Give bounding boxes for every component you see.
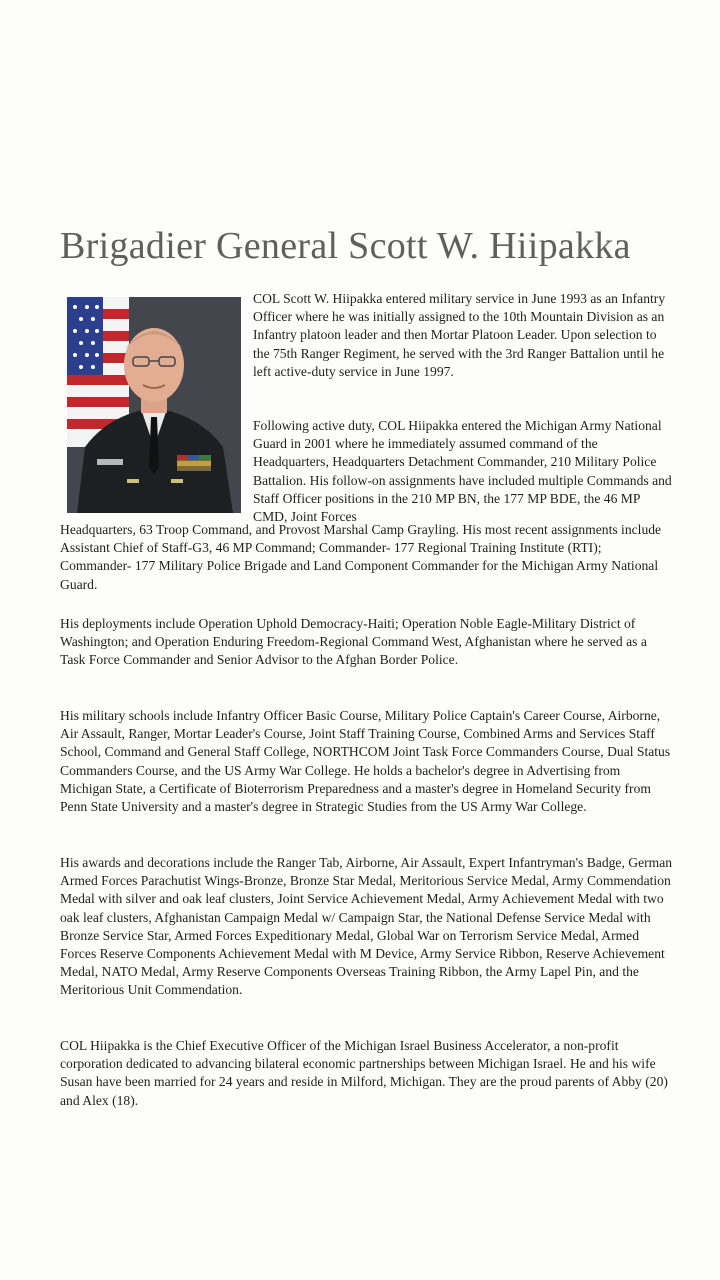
civilian-paragraph: COL Hiipakka is the Chief Executive Officer of the Michigan Israel Business Accelerator, a non-profit corporation dedicated to advancing bilateral economic partnerships between Michigan Israel. He and his wife Susan have been married for 24 years and reside in Milford, Michigan. They are the proud parents of Abby (20) and Alex (18). xyxy=(60,1038,668,1108)
awards-paragraph: His awards and decorations include the Ranger Tab, Airborne, Air Assault, Expert Infantryman's Badge, German Armed Forces Parachutist Wings-Bronze, Bronze Star Medal, Meritorious Service Medal, Army Commendation Medal with silver and oak leaf clusters, Joint Service Achievement Medal, Army Achievement Medal with two oak leaf clusters, Afghanistan Campaign Medal w/ Campaign Star, the National Defense Service Medal with Bronze Service Star, Armed Forces Expeditionary Medal, Global War on Terrorism Service Medal, Armed Forces Reserve Components Achievement Medal with M Device, Army Service Ribbon, Reserve Achievement Medal, NATO Medal, Army Reserve Components Overseas Training Ribbon, the Army Lapel Pin, and the Meritorious Unit Commendation. xyxy=(60,855,673,998)
career-paragraph-wrapped: Following active duty, COL Hiipakka entered the Michigan Army National Guard in 2001 where he immediately assumed command of the Headquarters, Headquarters Detachment Commander, 210 Military Police Battalion. His follow-on assignments have included multiple Commands and Staff Officer positions in the 210 MP BN, the 177 MP BDE, the 46 MP CMD, Joint Forces xyxy=(253,418,672,525)
page-title: Brigadier General Scott W. Hiipakka xyxy=(60,225,631,267)
portrait-photo xyxy=(67,297,241,513)
career-paragraph-continued: Headquarters, 63 Troop Command, and Provost Marshal Camp Grayling. His most recent assignments include Assistant Chief of Staff-G3, 46 MP Command; Commander- 177 Regional Training Institute (RTI); Commander- 177 Military Police Brigade and Land Component Commander for the Michigan Army National Guard. xyxy=(60,522,662,592)
schools-paragraph: His military schools include Infantry Officer Basic Course, Military Police Captain's Career Course, Airborne, Air Assault, Ranger, Mortar Leader's Course, Joint Staff Training Course, Combined Arms and Services Staff School, Command and General Staff College, NORTHCOM Joint Task Force Commanders Course, Dual Status Commanders Course, and the US Army War College. He holds a bachelor's degree in Advertising from Michigan State, a Certificate of Bioterrorism Preparedness and a master's degree in Homeland Security from Penn State University and a master's degree in Strategic Studies from the US Army War College. xyxy=(60,708,671,815)
deployments-paragraph: His deployments include Operation Uphold Democracy-Haiti; Operation Noble Eagle-Military District of Washington; and Operation Enduring Freedom-Regional Command West, Afghanistan where he served as a Task Force Commander and Senior Advisor to the Afghan Border Police. xyxy=(60,616,647,668)
intro-paragraph: COL Scott W. Hiipakka entered military service in June 1993 as an Infantry Officer where he was initially assigned to the 10th Mountain Division as an Infantry platoon leader and then Mortar Platoon Leader. Upon selection to the 75th Ranger Regiment, he served with the 3rd Ranger Battalion until he left active-duty service in June 1997. xyxy=(253,291,666,379)
